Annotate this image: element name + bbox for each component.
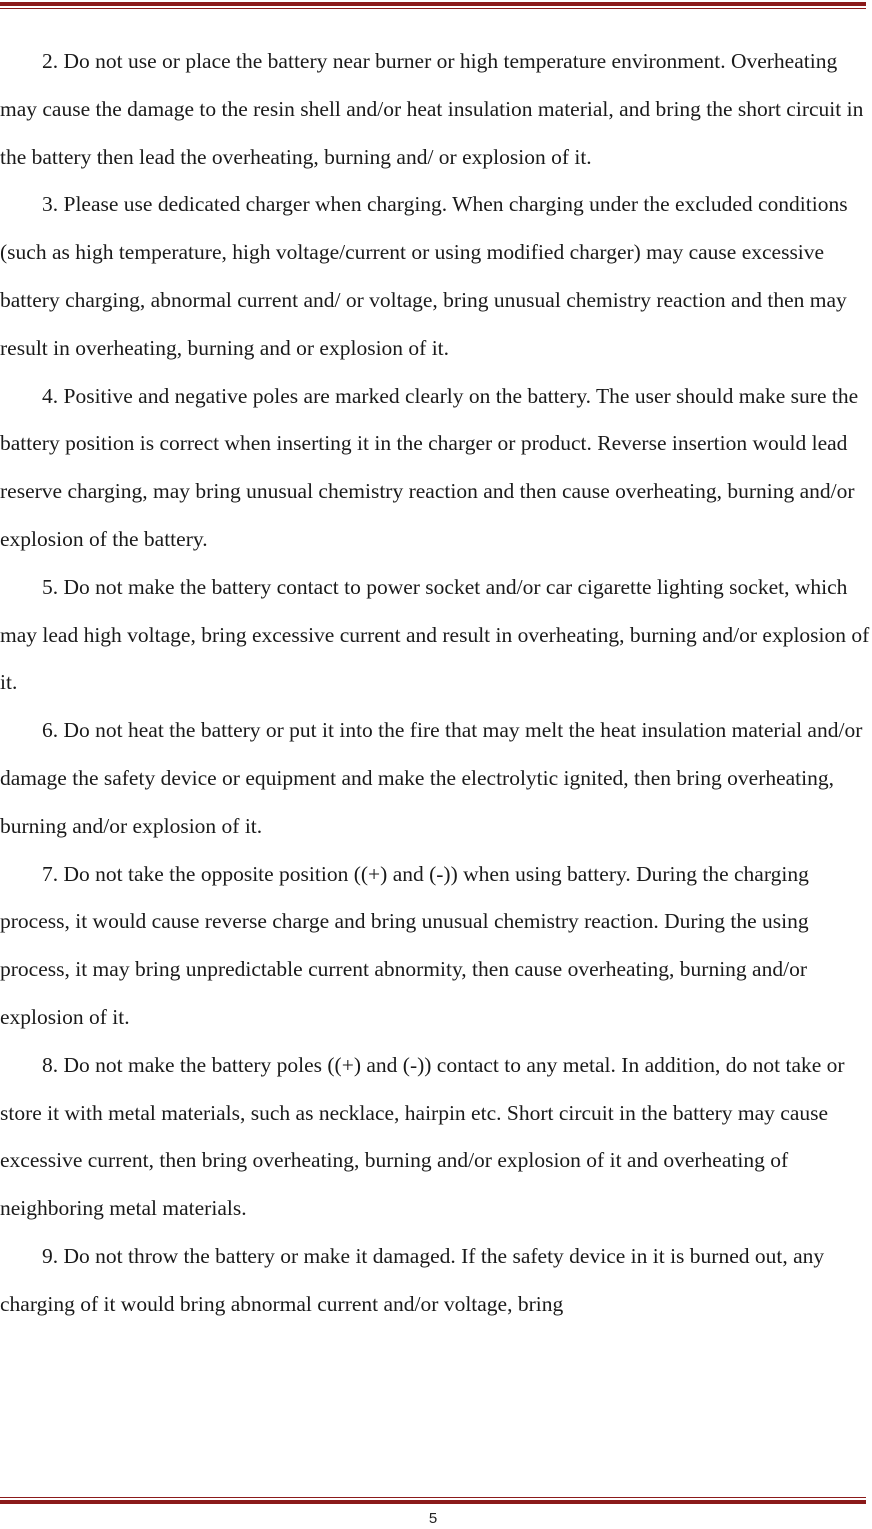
- paragraph-item-4: 4. Positive and negative poles are marked clearly on the battery. The user should make sure the battery position is correct when inserting it in the charger or product. Reverse insertion would lead reserve charging, may bring unusual chemistry reaction and then cause overheating, burning and/or explosion of the battery.: [0, 383, 859, 551]
- footer-rule: [0, 1497, 866, 1504]
- paragraph-item-5: 5. Do not make the battery contact to power socket and/or car cigarette lighting socket, which may lead high voltage, bring excessive current and result in overheating, burning and/or explosion of it.: [0, 574, 870, 695]
- paragraph-item-3: 3. Please use dedicated charger when charging. When charging under the excluded conditions (such as high temperature, high voltage/current or using modified charger) may cause excessive battery charging, abnormal current and/ or voltage, bring unusual chemistry reaction and then may result in overheating, burning and or explosion of it.: [0, 192, 848, 360]
- paragraph-item-7: 7. Do not take the opposite position ((+) and (-)) when using battery. During the charging process, it would cause reverse charge and bring unusual chemistry reaction. During the using process, it may bring unpredictable current abnormity, then cause overheating, burning and/or explosion of it.: [0, 861, 809, 1029]
- document-body: [0, 38, 872, 1329]
- paragraph-item-6: 6. Do not heat the battery or put it into the fire that may melt the heat insulation material and/or damage the safety device or equipment and make the electrolytic ignited, then bring overheating, burning and/or explosion of it.: [0, 718, 863, 838]
- paragraph-item-9: 9. Do not throw the battery or make it damaged. If the safety device in it is burned out, any charging of it would bring abnormal current and/or voltage, bring: [0, 1243, 825, 1316]
- page-number: 5: [428, 1510, 438, 1527]
- header-rule: [0, 2, 866, 9]
- paragraph-item-8: 8. Do not make the battery poles ((+) and (-)) contact to any metal. In addition, do not take or store it with metal materials, such as necklace, hairpin etc. Short circuit in the battery may cause excessive current, then bring overheating, burning and/or explosion of it and overheating of neighboring metal materials.: [0, 1052, 845, 1221]
- paragraph-item-2: 2. Do not use or place the battery near burner or high temperature environment. Overheating may cause the damage to the resin shell and/or heat insulation material, and bring the short circuit in the battery then lead the overheating, burning and/ or explosion of it.: [0, 49, 864, 169]
